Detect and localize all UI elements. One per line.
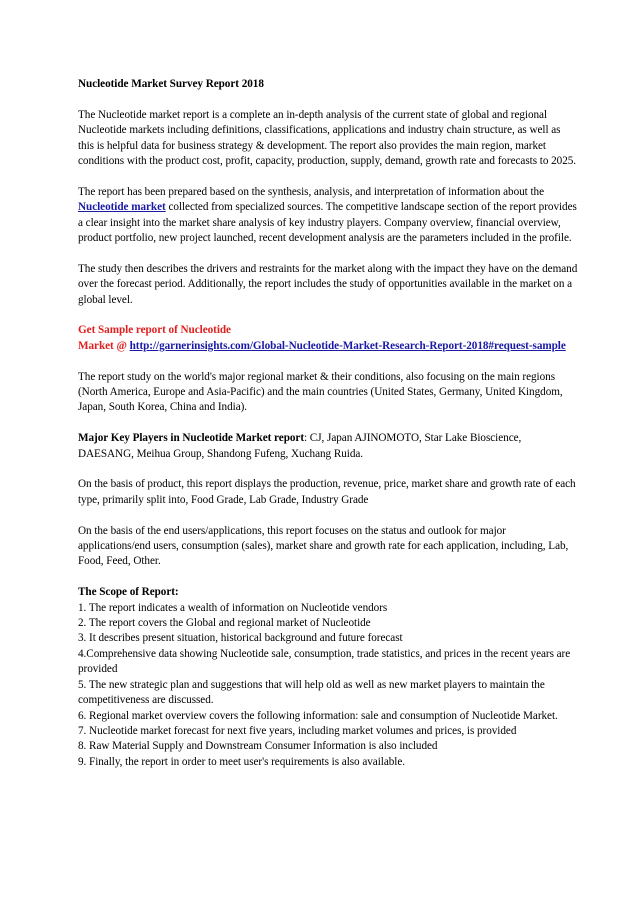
spacer <box>78 169 578 184</box>
spacer <box>78 416 578 431</box>
synthesis-text-after: collected from specialized sources. The competitive landscape section of the report provides a clear insight into the market share analysis of key industry players. Company overview, financial overview, product portfolio, new project launched, recent development analysis are the parameters included in the profile. <box>78 201 577 245</box>
scope-item: 2. The report covers the Global and regional market of Nucleotide <box>78 617 371 630</box>
applications-paragraph: On the basis of the end users/applications, this report focuses on the status and outlook for major applications/end users, consumption (sales), market share and growth rate for each application, including, Lab, Food, Feed, Other. <box>78 524 569 568</box>
sample-market-label: Market @ <box>78 339 130 352</box>
scope-heading: The Scope of Report: <box>78 586 179 599</box>
nucleotide-market-link[interactable]: Nucleotide market <box>78 201 166 214</box>
scope-item: 8. Raw Material Supply and Downstream Consumer Information is also included <box>78 740 438 753</box>
key-players-paragraph <box>78 431 578 462</box>
scope-item: 6. Regional market overview covers the following information: sale and consumption of Nucleotide Market. <box>78 709 558 722</box>
synthesis-paragraph <box>78 185 578 247</box>
spacer <box>78 246 578 261</box>
spacer <box>78 92 578 107</box>
key-players-label: Major Key Players in Nucleotide Market report <box>78 432 304 445</box>
intro-paragraph: The Nucleotide market report is a complete an in-depth analysis of the current state of global and regional Nucleotide markets including definitions, classifications, applications and industry chain structure, as well as this is helpful data for business strategy & development. The report also provides the main region, market conditions with the product cost, profit, capacity, production, supply, demand, growth rate and forecasts to 2025. <box>78 108 577 168</box>
sample-request <box>78 323 578 354</box>
spacer <box>78 308 578 323</box>
spacer <box>78 570 578 585</box>
sample-report-link[interactable]: http://garnerinsights.com/Global-Nucleotide-Market-Research-Report-2018#request-sample <box>129 339 566 352</box>
scope-item: 7. Nucleotide market forecast for next five years, including market volumes and prices, is provided <box>78 724 517 737</box>
synthesis-text-before: The report has been prepared based on the synthesis, analysis, and interpretation of information about the <box>78 185 544 198</box>
scope-list <box>78 601 578 770</box>
scope-item: 1. The report indicates a wealth of information on Nucleotide vendors <box>78 601 388 614</box>
spacer <box>78 462 578 477</box>
spacer <box>78 354 578 369</box>
scope-item: 5. The new strategic plan and suggestions that will help old as well as new market players to maintain the competitiveness are discussed. <box>78 678 545 707</box>
spacer <box>78 508 578 523</box>
document-title: Nucleotide Market Survey Report 2018 <box>78 78 264 90</box>
sample-heading: Get Sample report of Nucleotide <box>78 324 231 337</box>
regions-paragraph: The report study on the world's major regional market & their conditions, also focusing on the main regions (North America, Europe and Asia-Pacific) and the main countries (United States, Germany, United Kingdom, Japan, South Korea, China and India). <box>78 370 563 414</box>
scope-item: 3. It describes present situation, historical background and future forecast <box>78 632 403 645</box>
key-players-list: : CJ, Japan AJINOMOTO, Star Lake Bioscience, DAESANG, Meihua Group, Shandong Fufeng, Xuchang Ruida. <box>78 432 522 460</box>
drivers-paragraph: The study then describes the drivers and restraints for the market along with the impact they have on the demand over the forecast period. Additionally, the report includes the study of opportunities available in the market on a global level. <box>78 262 578 306</box>
product-paragraph: On the basis of product, this report displays the production, revenue, price, market share and growth rate of each type, primarily split into, Food Grade, Lab Grade, Industry Grade <box>78 478 576 506</box>
scope-item: 9. Finally, the report in order to meet user's requirements is also available. <box>78 755 406 768</box>
scope-item: 4.Comprehensive data showing Nucleotide sale, consumption, trade statistics, and prices in the recent years are provided <box>78 647 571 676</box>
